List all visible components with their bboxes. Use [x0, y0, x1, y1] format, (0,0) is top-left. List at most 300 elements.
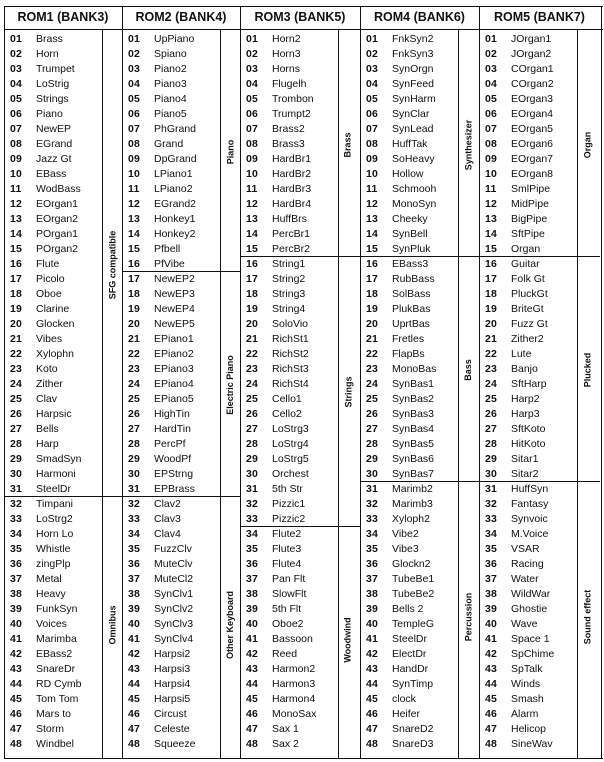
- voice-number: 24: [10, 378, 23, 390]
- voice-number: 02: [485, 48, 498, 60]
- voice-number: 27: [128, 423, 141, 435]
- voice-name: SteelDr: [36, 483, 72, 495]
- voice-number: 34: [246, 528, 259, 540]
- voice-name: Heavy: [36, 588, 66, 600]
- voice-number: 47: [128, 723, 141, 735]
- group-label: [578, 482, 596, 752]
- voice-name: SynTimp: [392, 678, 434, 690]
- voice-name: MuteClv: [154, 558, 193, 570]
- voice-name: SnareDr: [36, 663, 76, 675]
- voice-number: 45: [246, 693, 259, 705]
- voice-name: EGrand2: [154, 198, 197, 210]
- voice-number: 23: [366, 363, 379, 375]
- voice-name: EOrgan4: [511, 108, 554, 120]
- voice-number: 38: [246, 588, 259, 600]
- voice-name: Strings: [36, 93, 69, 105]
- voice-number: 33: [366, 513, 379, 525]
- voice-name: SynPluk: [392, 243, 431, 255]
- voice-number: 10: [10, 168, 23, 180]
- voice-number: 48: [10, 738, 23, 750]
- voice-name: Winds: [511, 678, 541, 690]
- voice-name: Sitar2: [511, 468, 539, 480]
- voice-number: 26: [246, 408, 259, 420]
- voice-number: 05: [246, 93, 259, 105]
- voice-number: 27: [246, 423, 259, 435]
- voice-number: 09: [485, 153, 498, 165]
- voice-name: Vibe3: [392, 543, 419, 555]
- voice-name: Piano3: [154, 78, 187, 90]
- voice-name: clock: [392, 693, 416, 705]
- voice-name: Harpsi3: [154, 663, 191, 675]
- voice-number: 34: [366, 528, 379, 540]
- voice-number: 46: [485, 708, 498, 720]
- voice-name: JOrgan1: [511, 33, 552, 45]
- voice-number: 02: [10, 48, 23, 60]
- voice-number: 44: [366, 678, 379, 690]
- group-label: [103, 32, 121, 497]
- voice-number: 15: [485, 243, 498, 255]
- voice-number: 46: [10, 708, 23, 720]
- voice-name: Brass2: [272, 123, 305, 135]
- voice-number: 14: [366, 228, 379, 240]
- group-label: [459, 257, 477, 482]
- voice-name: Whistle: [36, 543, 71, 555]
- voice-number: 17: [128, 273, 141, 285]
- voice-number: 33: [128, 513, 141, 525]
- voice-name: Sitar1: [511, 453, 539, 465]
- voice-name: UpPiano: [154, 33, 195, 45]
- voice-name: TempleG: [392, 618, 435, 630]
- voice-number: 07: [366, 123, 379, 135]
- voice-name: Alarm: [511, 708, 539, 720]
- voice-name: LoStrg3: [272, 423, 309, 435]
- voice-number: 11: [246, 183, 258, 195]
- voice-number: 21: [128, 333, 141, 345]
- voice-name: Guitar: [511, 258, 540, 270]
- voice-name: SynClv4: [154, 633, 194, 645]
- voice-number: 19: [246, 303, 259, 315]
- voice-name: SolBass: [392, 288, 431, 300]
- voice-name: TubeBe2: [392, 588, 435, 600]
- voice-number: 44: [10, 678, 23, 690]
- voice-name: HuffTak: [392, 138, 428, 150]
- voice-number: 05: [366, 93, 379, 105]
- voice-number: 43: [485, 663, 498, 675]
- voice-number: 29: [128, 453, 141, 465]
- voice-number: 40: [485, 618, 498, 630]
- voice-number: 48: [128, 738, 141, 750]
- voice-name: Voices: [36, 618, 67, 630]
- voice-name: Koto: [36, 363, 58, 375]
- voice-number: 01: [246, 33, 259, 45]
- group-label-text: SFG compatible: [107, 230, 118, 299]
- column-header: ROM1 (BANK3): [17, 10, 109, 24]
- column-divider: [479, 6, 480, 758]
- voice-number: 45: [128, 693, 141, 705]
- voice-name: BigPipe: [511, 213, 548, 225]
- voice-name: Honkey2: [154, 228, 196, 240]
- voice-number: 12: [366, 198, 379, 210]
- voice-number: 07: [128, 123, 141, 135]
- voice-number: 47: [246, 723, 259, 735]
- voice-number: 47: [485, 723, 498, 735]
- voice-name: EPStrng: [154, 468, 194, 480]
- voice-number: 42: [10, 648, 23, 660]
- voice-name: SynBas2: [392, 393, 435, 405]
- voice-number: 42: [128, 648, 141, 660]
- voice-name: Wave: [511, 618, 538, 630]
- voice-name: Space 1: [511, 633, 550, 645]
- voice-number: 22: [246, 348, 259, 360]
- voice-number: 04: [246, 78, 259, 90]
- voice-number: 06: [10, 108, 23, 120]
- voice-number: 31: [485, 483, 498, 495]
- voice-number: 31: [246, 483, 259, 495]
- voice-number: 37: [246, 573, 259, 585]
- voice-number: 48: [366, 738, 379, 750]
- voice-number: 03: [246, 63, 259, 75]
- group-label-text: Electric Piano: [225, 354, 235, 415]
- voice-name: SynBell: [392, 228, 428, 240]
- voice-name: Horn Lo: [36, 528, 74, 540]
- voice-name: Flute4: [272, 558, 302, 570]
- group-label-text: Synthesizer: [463, 119, 473, 170]
- voice-name: Harp3: [511, 408, 540, 420]
- voice-name: Cheeky: [392, 213, 428, 225]
- voice-name: Timpani: [36, 498, 73, 510]
- voice-name: MonoSyn: [392, 198, 437, 210]
- voice-name: Smash: [511, 693, 544, 705]
- voice-number: 14: [128, 228, 141, 240]
- voice-name: SynBas3: [392, 408, 435, 420]
- voice-number: 10: [485, 168, 498, 180]
- voice-name: EOrgan5: [511, 123, 554, 135]
- voice-name: Glocken: [36, 318, 75, 330]
- voice-number: 07: [485, 123, 498, 135]
- voice-number: 35: [485, 543, 498, 555]
- voice-number: 29: [485, 453, 498, 465]
- voice-number: 38: [485, 588, 498, 600]
- voice-number: 39: [10, 603, 23, 615]
- voice-number: 08: [366, 138, 379, 150]
- voice-name: Mars to: [36, 708, 72, 720]
- voice-name: Windbel: [36, 738, 74, 750]
- voice-name: RichSt1: [272, 333, 309, 345]
- voice-number: 11: [366, 183, 378, 195]
- voice-name: SynClv2: [154, 603, 194, 615]
- voice-number: 40: [128, 618, 141, 630]
- voice-name: Harmoni: [36, 468, 76, 480]
- voice-number: 10: [128, 168, 141, 180]
- voice-number: 15: [246, 243, 259, 255]
- group-label-text: Piano: [225, 139, 236, 165]
- voice-number: 32: [246, 498, 259, 510]
- voice-number: 21: [485, 333, 498, 345]
- voice-name: Racing: [511, 558, 544, 570]
- voice-number: 07: [10, 123, 23, 135]
- voice-name: Flute3: [272, 543, 302, 555]
- voice-name: NewEP3: [154, 288, 195, 300]
- voice-name: Vibes: [36, 333, 63, 345]
- voice-name: TubeBe1: [392, 573, 435, 585]
- voice-name: EOrgan7: [511, 153, 554, 165]
- voice-name: COrgan1: [511, 63, 554, 75]
- group-label: [221, 32, 239, 272]
- voice-number: 04: [366, 78, 379, 90]
- voice-number: 24: [128, 378, 141, 390]
- voice-number: 13: [485, 213, 498, 225]
- voice-name: PfVibe: [154, 258, 185, 270]
- voice-number: 18: [128, 288, 141, 300]
- voice-number: 41: [128, 633, 141, 645]
- voice-name: Metal: [36, 573, 62, 585]
- voice-name: String2: [272, 273, 306, 285]
- voice-number: 29: [366, 453, 379, 465]
- voice-number: 46: [366, 708, 379, 720]
- voice-number: 33: [485, 513, 498, 525]
- voice-name: Flugelh: [272, 78, 307, 90]
- voice-name: Sax 2: [272, 738, 299, 750]
- voice-number: 05: [485, 93, 498, 105]
- voice-number: 27: [485, 423, 498, 435]
- voice-number: 08: [10, 138, 23, 150]
- voice-number: 39: [485, 603, 498, 615]
- voice-name: SynClar: [392, 108, 430, 120]
- voice-name: SpTalk: [511, 663, 543, 675]
- voice-number: 25: [485, 393, 498, 405]
- voice-number: 18: [366, 288, 379, 300]
- voice-name: HardBr2: [272, 168, 312, 180]
- voice-number: 41: [366, 633, 379, 645]
- voice-name: Marimb3: [392, 498, 433, 510]
- voice-name: LoStrig: [36, 78, 70, 90]
- voice-number: 17: [10, 273, 23, 285]
- voice-name: SynHarm: [392, 93, 436, 105]
- voice-number: 42: [366, 648, 379, 660]
- voice-name: Harp: [36, 438, 59, 450]
- voice-number: 07: [246, 123, 259, 135]
- voice-number: 10: [366, 168, 379, 180]
- voice-number: 39: [246, 603, 259, 615]
- group-label-text: Strings: [343, 376, 354, 408]
- voice-name: SynLead: [392, 123, 434, 135]
- voice-name: SineWav: [511, 738, 553, 750]
- voice-name: Harpsi4: [154, 678, 191, 690]
- voice-number: 28: [10, 438, 23, 450]
- voice-name: SteelDr: [392, 633, 428, 645]
- voice-name: Clav3: [154, 513, 181, 525]
- voice-name: Storm: [36, 723, 65, 735]
- voice-name: Xylophn: [36, 348, 74, 360]
- voice-number: 29: [246, 453, 259, 465]
- column-header: ROM4 (BANK6): [374, 10, 465, 24]
- voice-name: SoHeavy: [392, 153, 435, 165]
- group-label-text: Organ: [582, 131, 593, 158]
- voice-number: 30: [246, 468, 259, 480]
- voice-name: EGrand: [36, 138, 73, 150]
- voice-name: HardBr1: [272, 153, 312, 165]
- voice-name: SmadSyn: [36, 453, 82, 465]
- voice-name: NewEP2: [154, 273, 195, 285]
- voice-name: Vibe2: [392, 528, 419, 540]
- table-right-border: [601, 6, 602, 758]
- voice-number: 22: [485, 348, 498, 360]
- voice-name: FunkSyn: [36, 603, 78, 615]
- voice-name: Bells: [36, 423, 59, 435]
- voice-name: Piano: [36, 108, 63, 120]
- voice-number: 08: [128, 138, 141, 150]
- column-header: ROM5 (BANK7): [494, 10, 585, 24]
- voice-number: 15: [10, 243, 23, 255]
- voice-name: Tom Tom: [36, 693, 79, 705]
- voice-name: SftPipe: [511, 228, 545, 240]
- voice-number: 32: [128, 498, 141, 510]
- column-divider: [360, 6, 361, 758]
- voice-name: Glockn2: [392, 558, 431, 570]
- voice-name: Horns: [272, 63, 301, 75]
- voice-number: 45: [10, 693, 23, 705]
- voice-number: 03: [10, 63, 23, 75]
- voice-number: 23: [246, 363, 259, 375]
- voice-name: BriteGt: [511, 303, 544, 315]
- voice-number: 45: [485, 693, 498, 705]
- voice-name: SmlPipe: [511, 183, 551, 195]
- voice-number: 02: [128, 48, 141, 60]
- group-label-text: Woodwind: [343, 616, 354, 663]
- voice-name: Lute: [511, 348, 532, 360]
- voice-number: 44: [246, 678, 259, 690]
- voice-name: Pizzic2: [272, 513, 306, 525]
- voice-number: 43: [10, 663, 23, 675]
- group-label: [578, 257, 596, 482]
- voice-name: Fantasy: [511, 498, 549, 510]
- voice-name: Piano5: [154, 108, 187, 120]
- group-label-text: Percussion: [463, 592, 473, 642]
- voice-number: 19: [10, 303, 23, 315]
- group-label-text: Omnibus: [107, 604, 118, 645]
- voice-number: 21: [10, 333, 23, 345]
- voice-name: HardBr4: [272, 198, 312, 210]
- voice-number: 36: [10, 558, 23, 570]
- voice-name: Piano4: [154, 93, 187, 105]
- voice-number: 42: [485, 648, 498, 660]
- voice-number: 37: [10, 573, 23, 585]
- voice-name: Harmon2: [272, 663, 316, 675]
- voice-name: LoStrg4: [272, 438, 309, 450]
- voice-number: 40: [10, 618, 23, 630]
- group-label-text: Brass: [343, 131, 353, 158]
- voice-number: 21: [366, 333, 379, 345]
- voice-number: 27: [366, 423, 379, 435]
- voice-number: 35: [10, 543, 23, 555]
- voice-name: Oboe: [36, 288, 62, 300]
- voice-number: 16: [485, 258, 498, 270]
- voice-name: WoodPf: [154, 453, 192, 465]
- table-left-border: [4, 6, 5, 758]
- voice-name: EPiano4: [154, 378, 194, 390]
- voice-name: RichSt4: [272, 378, 309, 390]
- voice-name: Helicop: [511, 723, 547, 735]
- voice-number: 46: [128, 708, 141, 720]
- voice-number: 43: [246, 663, 259, 675]
- voice-number: 19: [485, 303, 498, 315]
- voice-name: Hollow: [392, 168, 424, 180]
- voice-name: SpChime: [511, 648, 555, 660]
- voice-name: Trumpet: [36, 63, 75, 75]
- voice-name: Brass: [36, 33, 63, 45]
- voice-name: EPiano5: [154, 393, 194, 405]
- voice-name: Squeeze: [154, 738, 196, 750]
- voice-name: Pan Flt: [272, 573, 306, 585]
- voice-name: POrgan1: [36, 228, 79, 240]
- voice-number: 37: [366, 573, 379, 585]
- voice-name: EBass: [36, 168, 67, 180]
- group-label: [221, 497, 239, 752]
- voice-name: SynFeed: [392, 78, 435, 90]
- voice-name: SynOrgn: [392, 63, 434, 75]
- voice-number: 44: [485, 678, 498, 690]
- voice-name: FlapBs: [392, 348, 425, 360]
- voice-name: Fuzz Gt: [511, 318, 548, 330]
- voice-name: EOrgan1: [36, 198, 79, 210]
- voice-number: 27: [10, 423, 23, 435]
- voice-name: SftHarp: [511, 378, 547, 390]
- voice-name: HuffSyn: [511, 483, 549, 495]
- voice-name: PhGrand: [154, 123, 197, 135]
- voice-number: 12: [246, 198, 259, 210]
- voice-name: Ghostie: [511, 603, 548, 615]
- table-bottom-border: [4, 758, 603, 759]
- voice-number: 11: [10, 183, 22, 195]
- voice-number: 32: [10, 498, 23, 510]
- voice-number: 36: [246, 558, 259, 570]
- voice-name: Honkey1: [154, 213, 196, 225]
- voice-number: 34: [10, 528, 23, 540]
- voice-name: Brass3: [272, 138, 305, 150]
- voice-name: FnkSyn3: [392, 48, 434, 60]
- voice-number: 02: [366, 48, 379, 60]
- group-label: [459, 482, 477, 752]
- voice-name: Horn: [36, 48, 59, 60]
- voice-name: Clav4: [154, 528, 181, 540]
- voice-number: 40: [246, 618, 259, 630]
- voice-number: 34: [128, 528, 141, 540]
- voice-number: 22: [128, 348, 141, 360]
- voice-number: 19: [128, 303, 141, 315]
- voice-name: SoloVio: [272, 318, 309, 330]
- voice-name: SynClv3: [154, 618, 194, 630]
- voice-name: Pizzic1: [272, 498, 306, 510]
- voice-name: SynBas1: [392, 378, 435, 390]
- voice-number: 16: [10, 258, 23, 270]
- voice-number: 06: [246, 108, 259, 120]
- voice-number: 04: [10, 78, 23, 90]
- voice-number: 47: [10, 723, 23, 735]
- voice-name: EOrgan8: [511, 168, 554, 180]
- voice-number: 13: [246, 213, 259, 225]
- voice-number: 43: [128, 663, 141, 675]
- voice-number: 25: [128, 393, 141, 405]
- group-label-text: Plucked: [582, 352, 593, 387]
- voice-name: LoStrg2: [36, 513, 73, 525]
- voice-name: PercBr2: [272, 243, 310, 255]
- voice-name: String1: [272, 258, 306, 270]
- voice-name: EPiano2: [154, 348, 194, 360]
- voice-name: EOrgan6: [511, 138, 554, 150]
- voice-name: Horn3: [272, 48, 301, 60]
- voice-name: Harpsi2: [154, 648, 191, 660]
- voice-number: 30: [128, 468, 141, 480]
